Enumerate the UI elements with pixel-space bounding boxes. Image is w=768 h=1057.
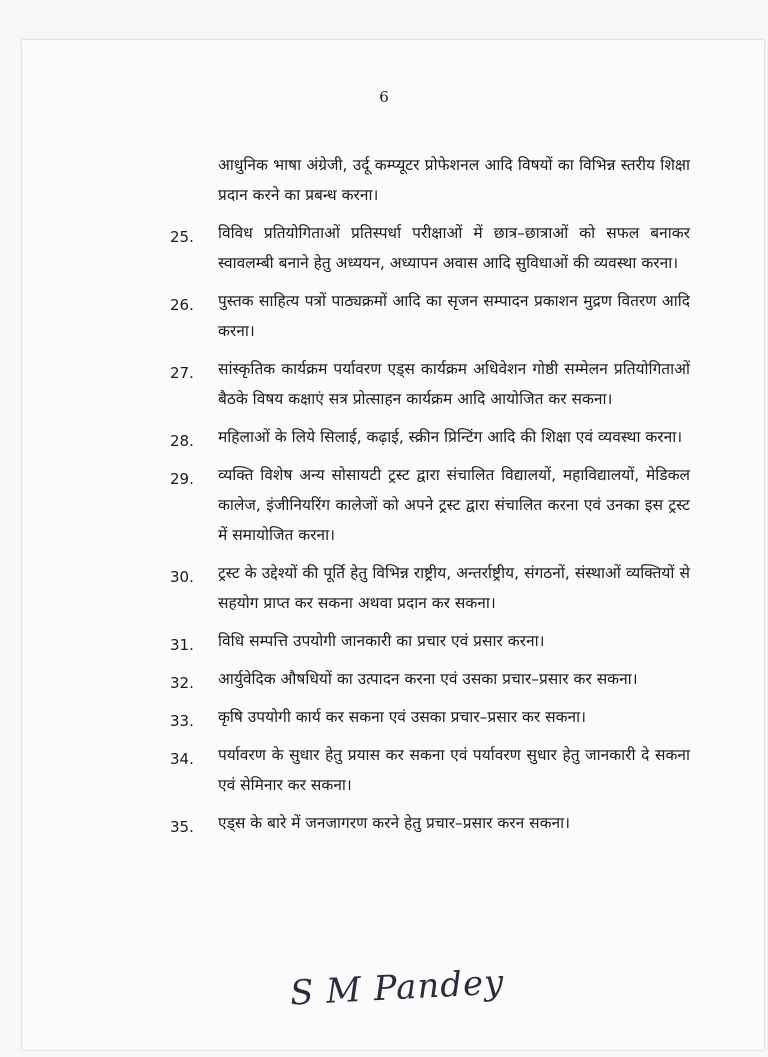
item-text: पुस्तक साहित्य पत्रों पाठ्यक्रमों आदि का सृजन सम्पादन प्रकाशन मुद्रण वितरण आदि करना। — [218, 292, 690, 340]
page-number: 6 — [379, 88, 389, 106]
list-item — [170, 354, 690, 414]
list-item — [170, 740, 690, 800]
document-body — [170, 150, 690, 846]
list-item — [170, 626, 690, 656]
item-text: पर्यावरण के सुधार हेतु प्रयास कर सकना एवं पर्यावरण सुधार हेतु जानकारी दे सकना एवं सेमिनार कर सकना। — [218, 746, 690, 794]
list-item — [170, 460, 690, 550]
list-item — [170, 558, 690, 618]
item-text: आर्युवेदिक औषधियों का उत्पादन करना एवं उसका प्रचार–प्रसार कर सकना। — [218, 670, 638, 688]
item-number: 29. — [170, 470, 194, 488]
item-number: 33. — [170, 712, 194, 730]
item-number: 35. — [170, 818, 194, 836]
item-number: 32. — [170, 674, 194, 692]
item-number: 26. — [170, 296, 194, 314]
item-text: विधि सम्पत्ति उपयोगी जानकारी का प्रचार एवं प्रसार करना। — [218, 632, 545, 650]
item-text: विविध प्रतियोगिताओं प्रतिस्पर्धा परीक्षाओं में छात्र–छात्राओं को सफल बनाकर स्वावलम्बी बनाने हेतु अध्ययन, अध्यापन अवास आदि सुविधाओं की व्यवस्था करना। — [218, 224, 690, 272]
item-number: 31. — [170, 636, 194, 654]
list-item — [170, 422, 690, 452]
signature: S M Pandey — [289, 962, 506, 1014]
item-number: 34. — [170, 750, 194, 768]
list-item — [170, 664, 690, 694]
item-text: व्यक्ति विशेष अन्य सोसायटी ट्रस्ट द्वारा संचालित विद्यालयों, महाविद्यालयों, मेडिकल कालेज, इंजीनियरिंग कालेजों को अपने ट्रस्ट द्वारा संचालित करना एवं उनका इस ट्रस्ट में समायोजित करना। — [218, 466, 690, 544]
list-item — [170, 286, 690, 346]
item-text: ट्रस्ट के उद्देश्यों की पूर्ति हेतु विभिन्न राष्ट्रीय, अन्तर्राष्ट्रीय, संगठनों, संस्थाओं व्यक्तियों से सहयोग प्राप्त कर सकना अथवा प्रदान कर सकना। — [218, 564, 690, 612]
item-text: कृषि उपयोगी कार्य कर सकना एवं उसका प्रचार–प्रसार कर सकना। — [218, 708, 587, 726]
item-number: 30. — [170, 568, 194, 586]
item-text: एड्स के बारे में जनजागरण करने हेतु प्रचार–प्रसार करन सकना। — [218, 814, 571, 832]
continuation-paragraph: आधुनिक भाषा अंग्रेजी, उर्दू कम्प्यूटर प्रोफेशनल आदि विषयों का विभिन्न स्तरीय शिक्षा प्रदान करने का प्रबन्ध करना। — [218, 156, 690, 204]
item-number: 25. — [170, 228, 194, 246]
list-item — [170, 702, 690, 732]
item-text: महिलाओं के लिये सिलाई, कढ़ाई, स्क्रीन प्रिन्टिंग आदि की शिक्षा एवं व्यवस्था करना। — [218, 428, 683, 446]
item-number: 27. — [170, 364, 194, 382]
item-number: 28. — [170, 432, 194, 450]
item-text: सांस्कृतिक कार्यक्रम पर्यावरण एड्स कार्यक्रम अधिवेशन गोष्ठी सम्मेलन प्रतियोगिताओं बैठके विषय कक्षाएं सत्र प्रोत्साहन कार्यक्रम आदि आयोजित कर सकना। — [218, 360, 690, 408]
list-item — [170, 218, 690, 278]
list-item — [170, 808, 690, 838]
